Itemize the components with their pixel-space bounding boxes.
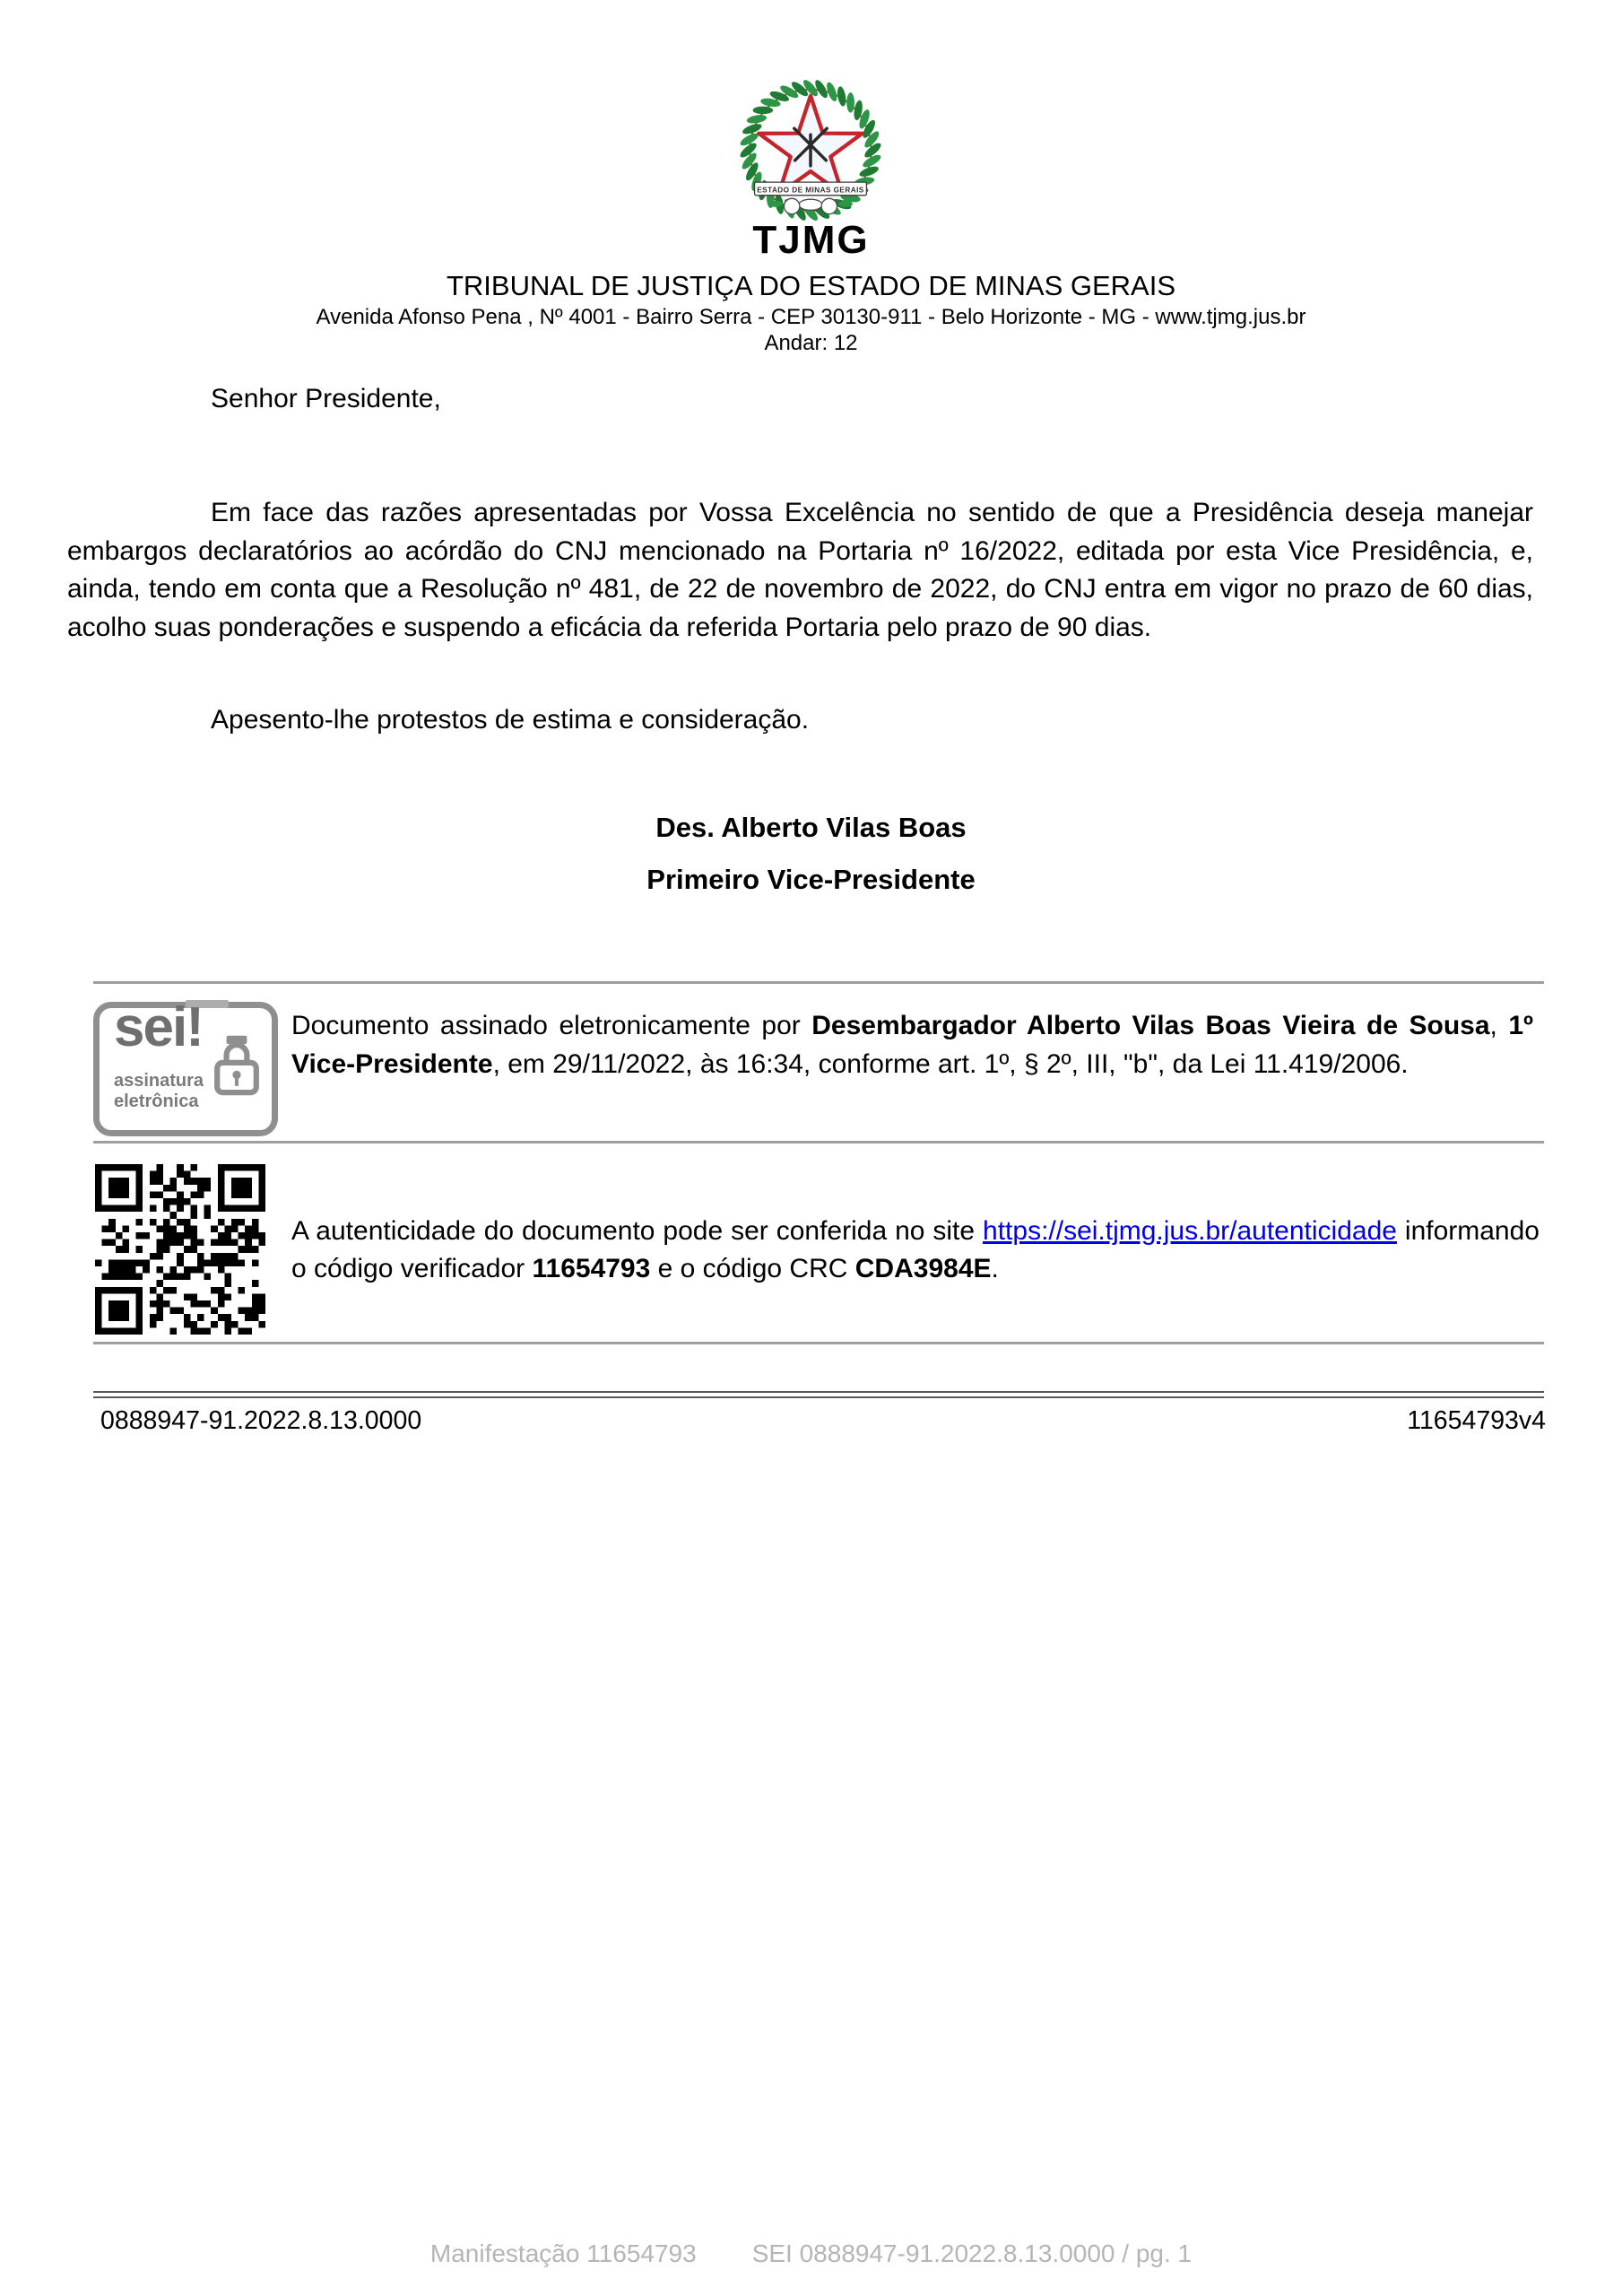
reference-row [100, 1406, 1546, 1436]
section-divider [93, 1141, 1544, 1144]
authenticity-middle: informando o código verificador [291, 1216, 1540, 1283]
section-divider [93, 1342, 1544, 1344]
banner-text: ESTADO DE MINAS GERAIS [757, 186, 864, 195]
logo-wordmark: TJMG [752, 218, 870, 262]
process-number: 0888947-91.2022.8.13.0000 [100, 1406, 422, 1435]
authenticity-statement [291, 1213, 1540, 1288]
signature-signer-bold: Desembargador Alberto Vilas Boas Vieira de Sousa [811, 1011, 1490, 1040]
signature-statement [291, 1006, 1533, 1083]
institution-address: Avenida Afonso Pena , Nº 4001 - Bairro Serra - CEP 30130-911 - Belo Horizonte - MG - www.tjmg.jus.br [316, 305, 1306, 329]
sei-brand-text: sei! [114, 996, 203, 1058]
signature-text-prefix: Documento assinado eletronicamente por [291, 1011, 812, 1040]
signer-name: Des. Alberto Vilas Boas [655, 812, 967, 843]
sei-signature-badge [93, 996, 278, 1136]
page-footer [0, 2239, 1622, 2268]
sei-caption-line2: eletrônica [114, 1091, 199, 1111]
signature-separator: , [1489, 1011, 1509, 1040]
sei-badge-caption [114, 1071, 204, 1112]
signature-role-bold: 1º Vice-Presidente [291, 1011, 1534, 1079]
verifier-code: 11654793 [532, 1254, 651, 1283]
section-divider [93, 981, 1544, 984]
signature-text-suffix: , em 29/11/2022, às 16:34, conforme art. 1º, § 2º, III, "b", da Lei 11.419/2006. [492, 1049, 1409, 1079]
institution-title: TRIBUNAL DE JUSTIÇA DO ESTADO DE MINAS GERAIS [446, 270, 1176, 301]
authenticity-prefix: A autenticidade do documento pode ser conferida no site [291, 1216, 984, 1246]
authenticity-after: e o código CRC [650, 1254, 855, 1283]
footer-sei-page: SEI 0888947-91.2022.8.13.0000 / pg. 1 [751, 2239, 1193, 2267]
crc-code: CDA3984E [854, 1254, 992, 1283]
authenticity-link[interactable]: https://sei.tjmg.jus.br/autenticidade [983, 1216, 1397, 1246]
signer-title: Primeiro Vice-Presidente [646, 864, 976, 895]
reference-divider [93, 1391, 1544, 1398]
closing-line: Apesento-lhe protestos de estima e consideração. [211, 705, 810, 735]
footer-manifestacao: Manifestação 11654793 [429, 2239, 697, 2267]
institution-floor: Andar: 12 [764, 331, 858, 355]
letter-paragraph: Em face das razões apresentadas por Vossa Excelência no sentido de que a Presidência deseja manejar embargos declaratórios ao acórdão do CNJ mencionado na Portaria nº 16/2022, editada por esta Vice Presidência, e, ainda, tendo em conta que a Resolução nº 481, de 22 de novembro de 2022, do CNJ entra em vigor no prazo de 60 dias, acolho suas ponderações e suspendo a eficácia da referida Portaria pelo prazo de 90 dias. [67, 498, 1533, 642]
sei-caption-line1: assinatura [114, 1071, 204, 1091]
padlock-icon [213, 1035, 261, 1096]
salutation: Senhor Presidente, [211, 384, 441, 413]
authenticity-period: . [991, 1254, 999, 1283]
qr-code [95, 1164, 265, 1335]
document-version: 11654793v4 [1407, 1406, 1546, 1435]
tjmg-coat-of-arms-icon [716, 77, 905, 230]
